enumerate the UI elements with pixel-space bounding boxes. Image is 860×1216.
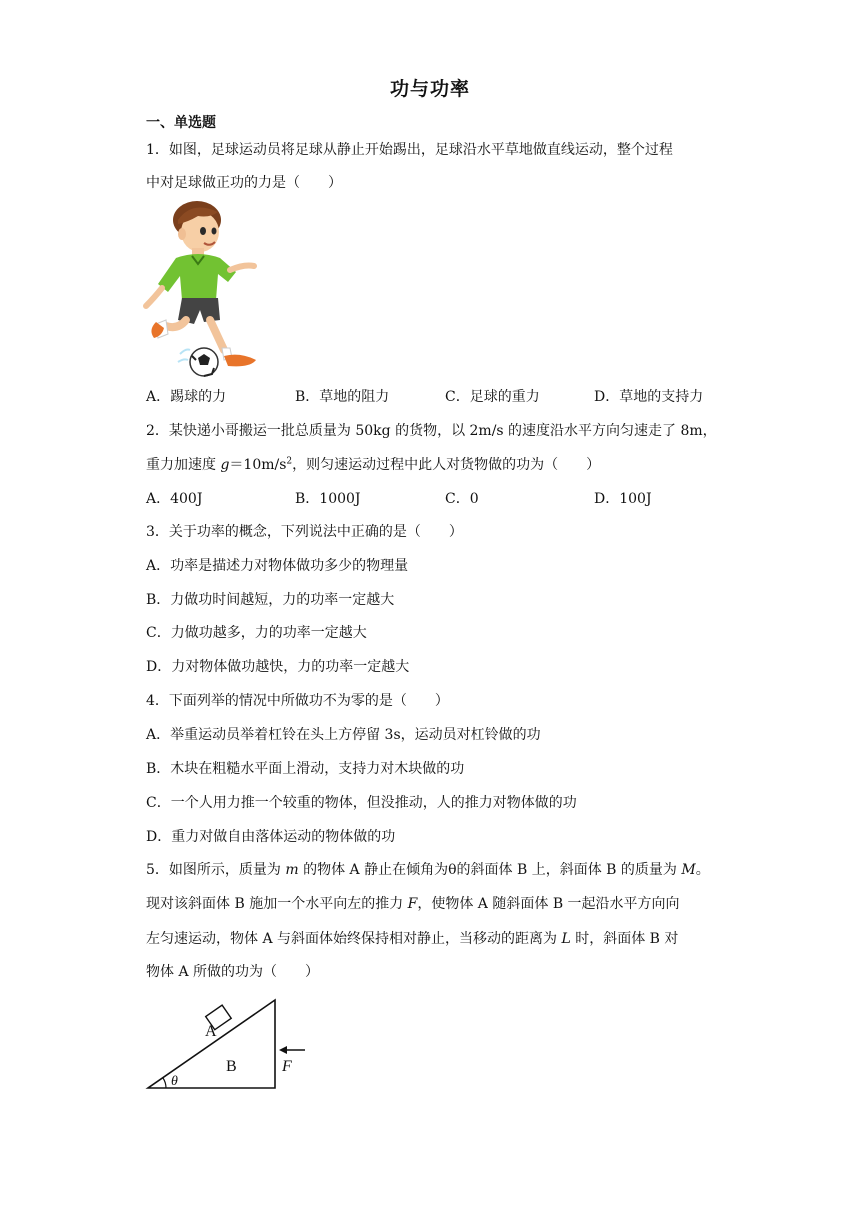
- q4-option-d: D．重力对做自由落体运动的物体做的功: [146, 829, 396, 845]
- q4-option-c: C．一个人用力推一个较重的物体，但没推动，人的推力对物体做的功: [146, 795, 577, 811]
- label-a: A: [205, 1023, 217, 1040]
- q2-option-c: C．0: [445, 491, 479, 507]
- q2-option-b: B．1000J: [295, 491, 361, 507]
- q5-stem-line4: 物体 A 所做的功为（ ）: [146, 964, 320, 980]
- q3-stem: 3．关于功率的概念，下列说法中正确的是（ ）: [146, 524, 463, 540]
- soccer-player-illustration: [140, 198, 260, 380]
- q2-option-d: D．100J: [594, 491, 652, 507]
- label-f: F: [282, 1058, 292, 1075]
- section-heading: 一、单选题: [146, 115, 216, 131]
- q1-option-c: C．足球的重力: [445, 389, 540, 405]
- q1-option-d: D．草地的支持力: [594, 389, 704, 405]
- q4-stem: 4．下面列举的情况中所做功不为零的是（ ）: [146, 693, 449, 709]
- q4-option-a: A．举重运动员举着杠铃在头上方停留 3s，运动员对杠铃做的功: [146, 727, 541, 743]
- angle-arc: [163, 1078, 166, 1088]
- q3-option-c: C．力做功越多，力的功率一定越大: [146, 625, 367, 641]
- label-b: B: [226, 1058, 237, 1075]
- label-theta: θ: [171, 1074, 178, 1089]
- q5-stem-line1: 5．如图所示，质量为 m 的物体 A 静止在倾角为θ的斜面体 B 上，斜面体 B 的质量为 M。: [146, 862, 710, 878]
- q2-option-a: A．400J: [146, 491, 203, 507]
- q1-stem-line1: 1．如图，足球运动员将足球从静止开始踢出，足球沿水平草地做直线运动，整个过程: [146, 142, 673, 158]
- q1-option-a: A．踢球的力: [146, 389, 227, 405]
- q2-stem-line1: 2．某快递小哥搬运一批总质量为 50kg 的货物，以 2m/s 的速度沿水平方向匀速走了 8m，: [146, 423, 717, 439]
- q1-stem-line2: 中对足球做正功的力是（ ）: [146, 175, 342, 191]
- q5-stem-line2: 现对该斜面体 B 施加一个水平向左的推力 F，使物体 A 随斜面体 B 一起沿水平方向向: [146, 896, 680, 912]
- q3-option-d: D．力对物体做功越快，力的功率一定越大: [146, 659, 410, 675]
- q3-option-a: A．功率是描述力对物体做功多少的物理量: [146, 558, 409, 574]
- q5-stem-line3: 左匀速运动，物体 A 与斜面体始终保持相对静止，当移动的距离为 L 时，斜面体 B 对: [146, 931, 679, 947]
- page-title: 功与功率: [389, 78, 470, 100]
- arrow-head-icon: [279, 1046, 287, 1054]
- q1-option-b: B．草地的阻力: [295, 389, 390, 405]
- q3-option-b: B．力做功时间越短，力的功率一定越大: [146, 592, 395, 608]
- incline-diagram: [140, 995, 320, 1097]
- q4-option-b: B．木块在粗糙水平面上滑动，支持力对木块做的功: [146, 761, 465, 777]
- q2-stem-line2: 重力加速度 $g=10m/s^2$，则匀速运动过程中此人对货物做的功为（ ）: [146, 456, 601, 473]
